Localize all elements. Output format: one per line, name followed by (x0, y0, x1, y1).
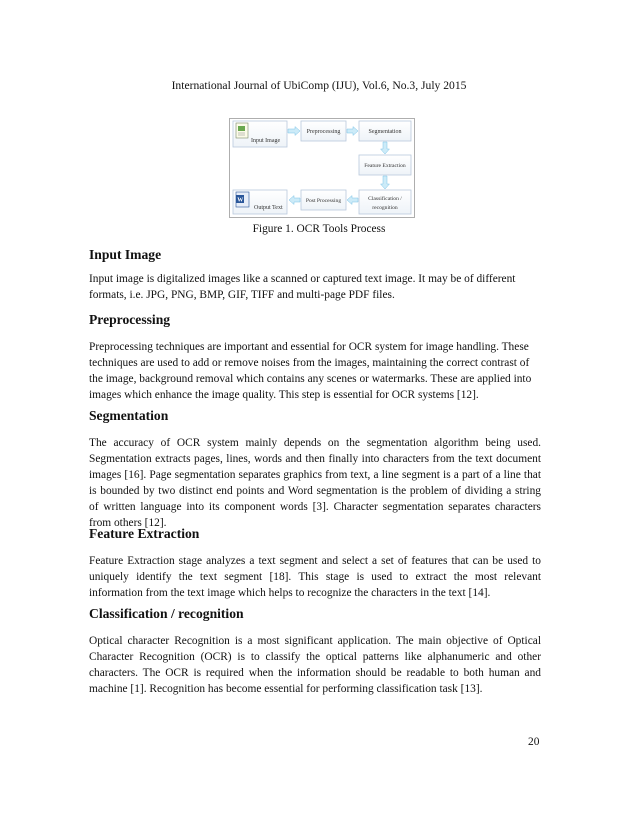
node-label-post: Post Processing (305, 198, 342, 204)
text-line: machine [1]. Recognition has become essential for performing classification task [13]. (89, 683, 483, 695)
text-line: is bounded by two distinct end points and Word segmentation is the problem of dividing a string (89, 485, 541, 497)
text-line: Segmentation extracts pages, lines, words and then finally into characters from the text document (89, 453, 541, 465)
text-line: uniquely identify the text segment [18]. This stage is used to extract the most relevant (89, 571, 541, 583)
para-feature-extraction (89, 553, 541, 601)
node-label-output: Output Text (254, 205, 283, 211)
heading-segmentation: Segmentation (89, 408, 169, 423)
node-label-preprocessing: Preprocessing (306, 129, 341, 135)
text-line: techniques are used to add or remove noises from the images, maintaining the correct contrast of (89, 357, 530, 369)
text-line: Preprocessing techniques are important and essential for OCR system for image handling. These (89, 341, 529, 353)
node-label-classification-2: recognition (372, 205, 398, 211)
node-label-segmentation: Segmentation (368, 129, 402, 135)
text-line: from others [12]. (89, 517, 167, 529)
page-number: 20 (528, 736, 540, 748)
text-line: Feature Extraction stage analyzes a text segment and select a set of features that can be used to (89, 555, 541, 567)
ocr-flow-diagram (229, 118, 415, 218)
para-preprocessing (89, 339, 541, 403)
para-segmentation (89, 435, 541, 531)
svg-text:W: W (237, 197, 244, 204)
document-image-icon (236, 123, 248, 138)
heading-preprocessing: Preprocessing (89, 312, 171, 327)
para-input-image (89, 271, 541, 303)
running-header: International Journal of UbiComp (IJU), Vol.6, No.3, July 2015 (171, 79, 467, 92)
text-line: The accuracy of OCR system mainly depends on the segmentation algorithm being used. (89, 437, 541, 449)
heading-feature-extraction: Feature Extraction (89, 526, 200, 541)
node-label-input: Input Image (251, 138, 281, 144)
word-document-icon (236, 192, 249, 207)
text-line: formats, i.e. JPG, PNG, BMP, GIF, TIFF and multi-page PDF files. (89, 289, 395, 301)
text-line: the image, background removal which contains any scenes or watermarks. These are applied into (89, 373, 532, 385)
text-line: information from the text image which helps to recognize the characters in the text [14]. (89, 587, 491, 599)
node-label-classification-1: Classification / (368, 196, 402, 202)
para-classification (89, 633, 541, 697)
heading-classification: Classification / recognition (89, 606, 244, 621)
figure-caption: Figure 1. OCR Tools Process (252, 223, 386, 235)
text-line: Input image is digitalized images like a scanned or captured text image. It may be of different (89, 273, 516, 285)
ocr-process-figure (229, 118, 415, 218)
text-line: images which enhance the image quality. This step is essential for OCR systems [12]. (89, 389, 479, 401)
text-line: images [16]. Page segmentation separates graphics from text, a line segment is a part of a line that (89, 469, 541, 481)
text-line: of written language into its component words [3]. Character segmentation separates characters (89, 501, 541, 513)
text-line: Optical character Recognition is a most significant application. The main objective of Optical (89, 635, 541, 647)
node-label-feature: Feature Extraction (364, 163, 406, 169)
heading-input-image: Input Image (89, 247, 162, 262)
text-line: characters. The OCR is required when the information should be readable to both human and (89, 667, 541, 679)
text-line: Character Recognition (OCR) is to classify the optical patterns like alphanumeric and other (89, 651, 541, 663)
